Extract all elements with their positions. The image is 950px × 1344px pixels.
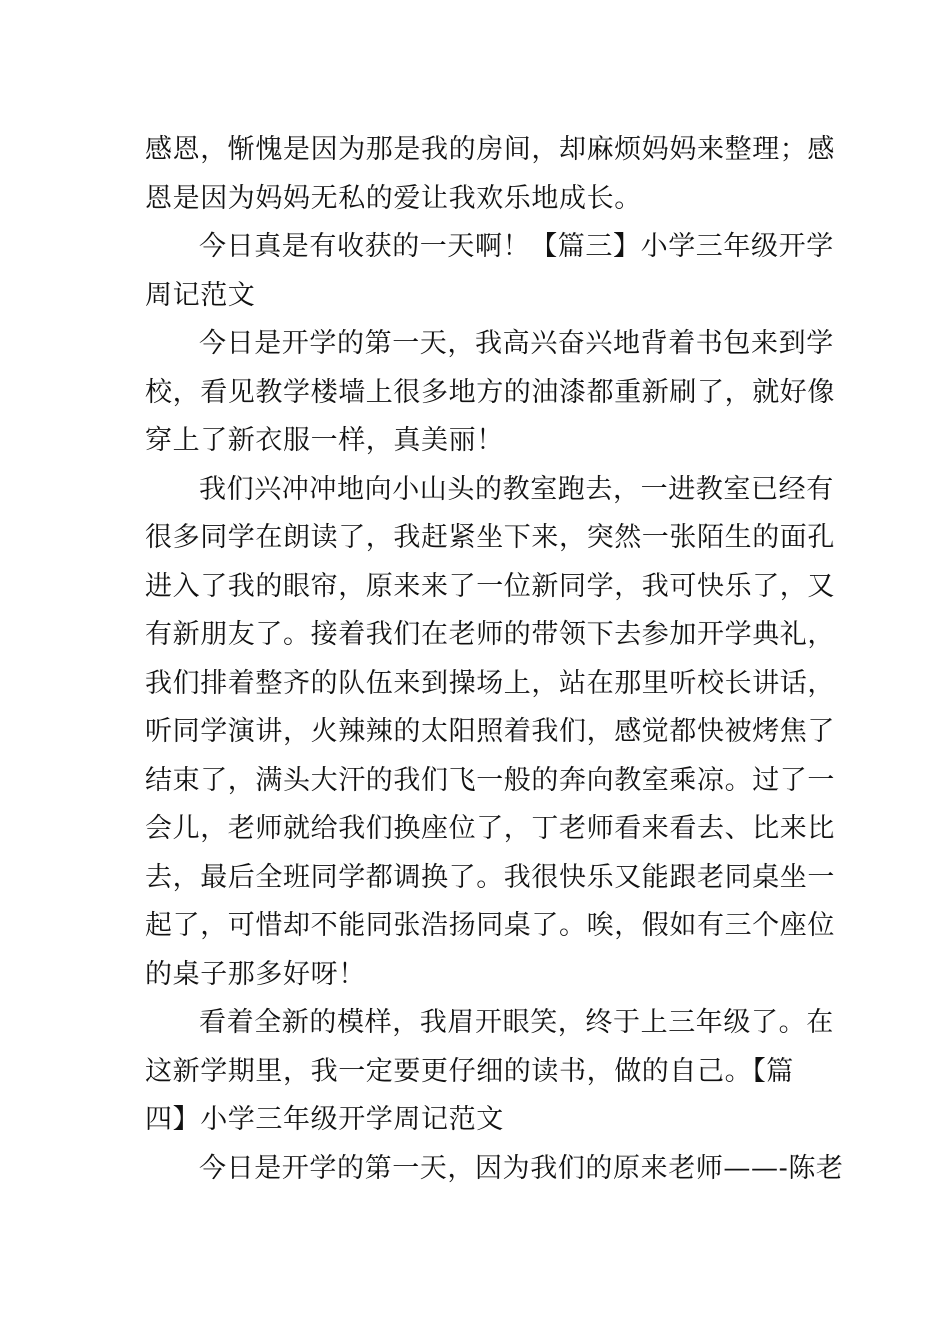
text-line: 这新学期里，我一定要更仔细的读书，做的自己。【篇 — [145, 1055, 794, 1087]
text-line: 结束了，满头大汗的我们飞一般的奔向教室乘凉。过了一 — [145, 764, 835, 796]
text-line: 去，最后全班同学都调换了。我很快乐又能跟老同桌坐一 — [145, 861, 835, 893]
document-body — [145, 126, 844, 1193]
text-line: 周记范文 — [145, 279, 256, 311]
text-line: 今日真是有收获的一天啊！【篇三】小学三年级开学 — [199, 231, 834, 262]
text-line: 校，看见教学楼墙上很多地方的油漆都重新刷了，就好像 — [145, 376, 835, 408]
text-line: 听同学演讲，火辣辣的太阳照着我们，感觉都快被烤焦了 — [145, 716, 835, 747]
text-line: 有新朋友了。接着我们在老师的带领下去参加开学典礼， — [145, 619, 835, 650]
text-line: 今日是开学的第一天，因为我们的原来老师——-陈老 — [199, 1152, 844, 1184]
text-line: 进入了我的眼帘，原来来了一位新同学，我可快乐了，又 — [145, 570, 835, 602]
text-line: 四】小学三年级开学周记范文 — [145, 1104, 504, 1135]
text-line: 穿上了新衣服一样，真美丽！ — [145, 425, 504, 456]
text-line: 的桌子那多好呀！ — [145, 958, 366, 990]
text-line: 很多同学在朗读了，我赶紧坐下来，突然一张陌生的面孔 — [145, 522, 835, 553]
text-line: 我们兴冲冲地向小山头的教室跑去，一进教室已经有 — [199, 473, 834, 505]
text-line: 会儿，老师就给我们换座位了，丁老师看来看去、比来比 — [145, 813, 835, 844]
text-line: 恩是因为妈妈无私的爱让我欢乐地成长。 — [145, 182, 642, 214]
text-line: 感恩，惭愧是因为那是我的房间，却麻烦妈妈来整理；感 — [145, 134, 835, 165]
text-line: 起了，可惜却不能同张浩扬同桌了。唉，假如有三个座位 — [145, 910, 835, 941]
text-line: 看着全新的模样，我眉开眼笑，终于上三年级了。在 — [199, 1007, 834, 1038]
text-line: 今日是开学的第一天，我高兴奋兴地背着书包来到学 — [199, 328, 834, 359]
text-line: 我们排着整齐的队伍来到操场上，站在那里听校长讲话， — [145, 667, 835, 699]
